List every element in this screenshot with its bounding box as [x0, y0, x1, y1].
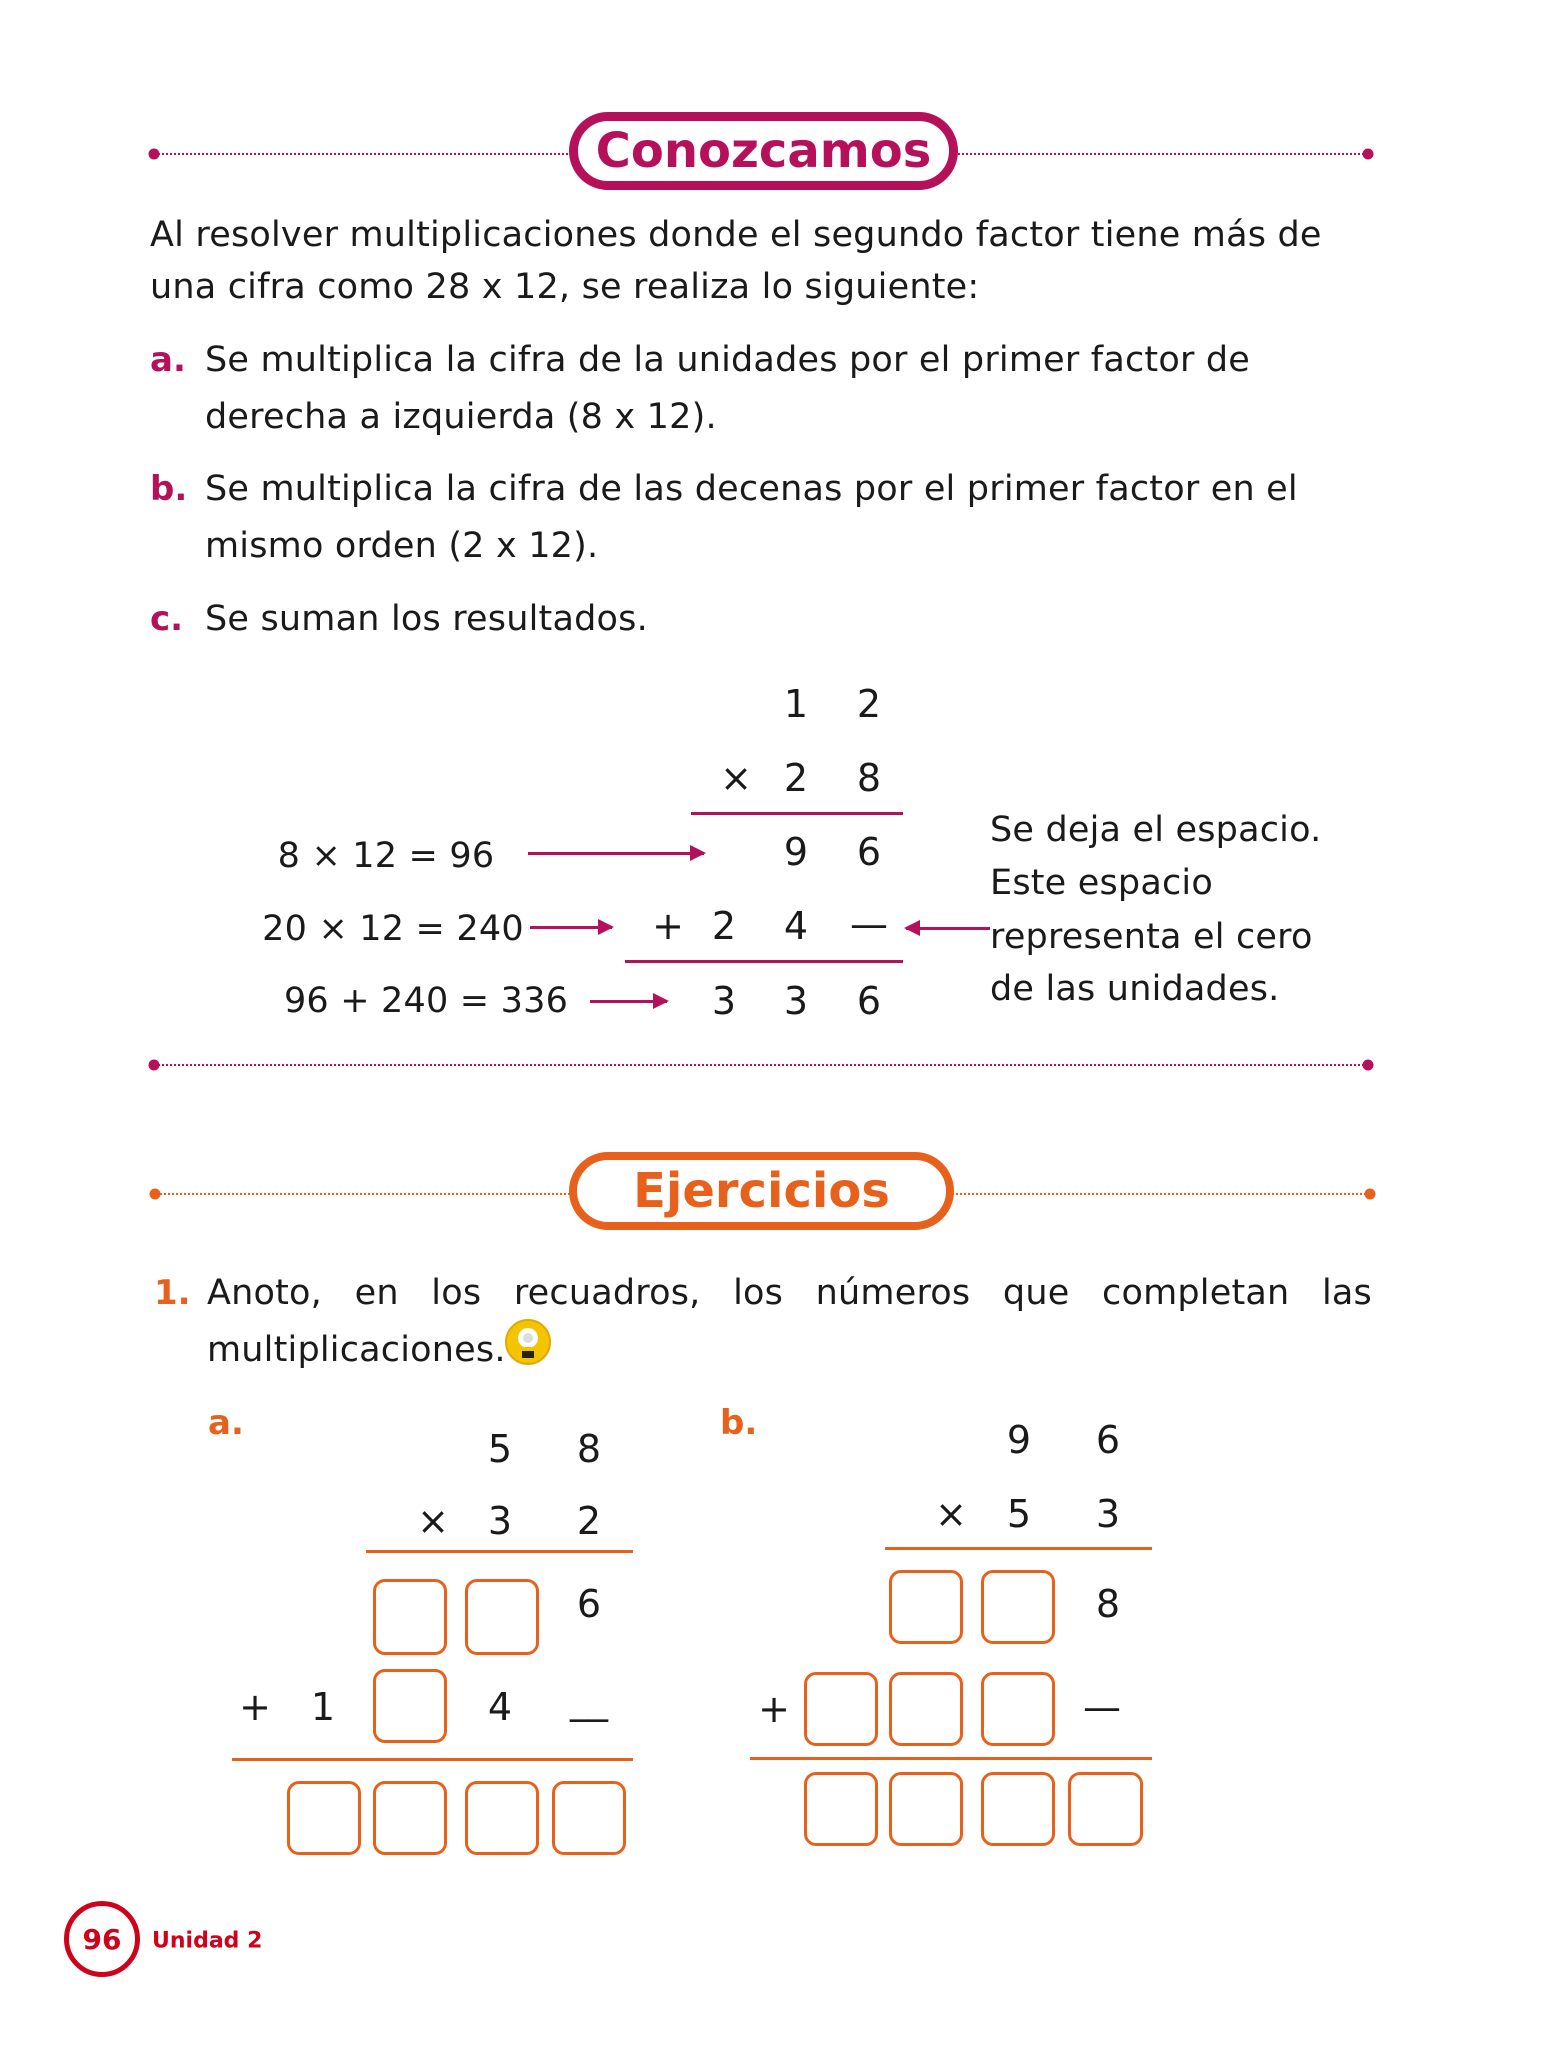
digit: 8 [856, 756, 882, 800]
divider-dot [150, 1189, 161, 1200]
answer-box[interactable] [373, 1579, 447, 1655]
exercise-a-label: a. [208, 1403, 244, 1443]
times-sign: × [935, 1492, 967, 1536]
answer-box[interactable] [373, 1669, 447, 1743]
digit: 5 [487, 1427, 513, 1471]
section-title-conozcamos: Conozcamos [569, 112, 958, 190]
answer-box[interactable] [552, 1781, 626, 1855]
digit: 1 [310, 1685, 336, 1729]
divider-dot [149, 149, 160, 160]
sum-line [750, 1757, 1152, 1760]
lightbulb-icon[interactable] [504, 1318, 552, 1366]
step-b-line-2: mismo orden (2 x 12). [205, 526, 599, 566]
answer-box[interactable] [804, 1672, 878, 1746]
sum-line [232, 1758, 633, 1761]
digit: 2 [856, 682, 882, 726]
digit: 6 [1095, 1418, 1121, 1462]
page-number: 96 [64, 1901, 140, 1977]
arrow-right-icon [528, 852, 704, 855]
placeholder-dash: — [850, 902, 888, 946]
result-line [885, 1547, 1152, 1550]
digit: 9 [783, 830, 809, 874]
digit: 4 [487, 1685, 513, 1729]
equation-1: 8 × 12 = 96 [277, 836, 495, 876]
answer-box[interactable] [373, 1781, 447, 1855]
digit: 3 [711, 979, 737, 1023]
digit: 2 [576, 1499, 602, 1543]
exercise-b-label: b. [720, 1403, 758, 1443]
digit: 2 [711, 904, 737, 948]
digit: 8 [576, 1427, 602, 1471]
sum-line [625, 960, 903, 963]
step-a-line-1: Se multiplica la cifra de la unidades por el primer factor de [205, 340, 1251, 380]
note-line-4: de las unidades. [990, 969, 1280, 1009]
unit-label: Unidad 2 [152, 1928, 263, 1954]
intro-line-2: una cifra como 28 x 12, se realiza lo siguiente: [150, 267, 980, 307]
divider-dot [149, 1060, 160, 1071]
divider-dot [1363, 1060, 1374, 1071]
plus-sign: + [758, 1687, 790, 1731]
arrow-right-icon [590, 1000, 667, 1003]
times-sign: × [417, 1499, 449, 1543]
arrow-left-icon [906, 927, 990, 930]
answer-box[interactable] [889, 1772, 963, 1846]
answer-box[interactable] [465, 1579, 539, 1655]
arrow-right-icon [530, 926, 612, 929]
note-line-2: Este espacio [990, 863, 1213, 903]
plus-sign: + [239, 1685, 271, 1729]
answer-box[interactable] [287, 1781, 361, 1855]
instruction-line-1: Anoto, en los recuadros, los números que completan las [207, 1273, 1372, 1313]
result-line [691, 812, 903, 815]
digit: 2 [783, 756, 809, 800]
equation-2: 20 × 12 = 240 [262, 909, 524, 949]
answer-box[interactable] [981, 1570, 1055, 1644]
divider-dot [1363, 149, 1374, 160]
note-line-1: Se deja el espacio. [990, 810, 1322, 850]
digit: 6 [856, 830, 882, 874]
step-b-line-1: Se multiplica la cifra de las decenas por el primer factor en el [205, 469, 1298, 509]
answer-box[interactable] [804, 1772, 878, 1846]
divider-dot [1365, 1189, 1376, 1200]
placeholder-dash: — [1083, 1685, 1121, 1729]
digit: 1 [783, 682, 809, 726]
answer-box[interactable] [465, 1781, 539, 1855]
digit: 6 [576, 1582, 602, 1626]
digit: 3 [1095, 1492, 1121, 1536]
note-line-3: representa el cero [990, 917, 1313, 957]
digit: 9 [1006, 1418, 1032, 1462]
answer-box[interactable] [981, 1772, 1055, 1846]
intro-line-1: Al resolver multiplicaciones donde el segundo factor tiene más de [150, 215, 1322, 255]
digit: 3 [487, 1499, 513, 1543]
step-c-line-1: Se suman los resultados. [205, 599, 648, 639]
section-title-ejercicios: Ejercicios [569, 1152, 954, 1230]
step-label-b: b. [150, 469, 188, 509]
plus-sign: + [652, 904, 684, 948]
step-label-c: c. [150, 599, 184, 639]
section-divider [154, 1064, 1368, 1066]
equation-3: 96 + 240 = 336 [283, 981, 569, 1021]
digit: 6 [856, 979, 882, 1023]
digit: 3 [783, 979, 809, 1023]
result-line [366, 1550, 633, 1553]
digit: 5 [1006, 1492, 1032, 1536]
answer-box[interactable] [1068, 1772, 1143, 1846]
exercise-number: 1. [154, 1273, 191, 1313]
times-sign: × [720, 756, 752, 800]
step-label-a: a. [150, 340, 186, 380]
step-a-line-2: derecha a izquierda (8 x 12). [205, 397, 717, 437]
digit: 4 [783, 904, 809, 948]
digit: 8 [1095, 1582, 1121, 1626]
answer-box[interactable] [981, 1672, 1055, 1746]
instruction-line-2: multiplicaciones. [207, 1330, 506, 1370]
placeholder-dash: __ [570, 1678, 608, 1722]
answer-box[interactable] [889, 1672, 963, 1746]
answer-box[interactable] [889, 1570, 963, 1644]
